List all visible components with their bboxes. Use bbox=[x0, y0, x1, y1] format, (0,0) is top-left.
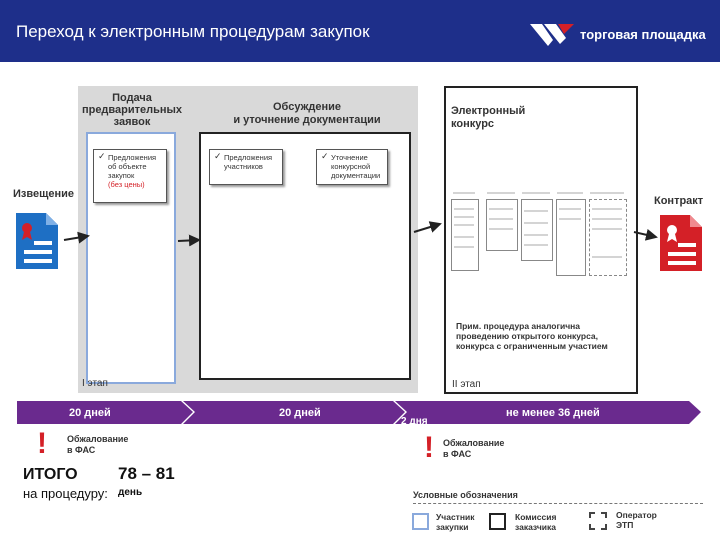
appeal-line: в ФАС bbox=[443, 449, 472, 459]
timeline-seg1: 20 дней bbox=[69, 407, 111, 419]
legend-commission-swatch bbox=[489, 513, 506, 530]
legend-operator-icon bbox=[589, 512, 607, 530]
note-line: Прим. процедура аналогична bbox=[456, 321, 581, 331]
stage2-title-line: Электронный bbox=[451, 105, 526, 117]
stage2-title-line: конкурс bbox=[451, 118, 495, 130]
legend-line: Оператор bbox=[616, 510, 657, 520]
legend-line: Комиссия bbox=[515, 512, 557, 522]
legend-participant-swatch bbox=[412, 513, 429, 530]
card-line: об объекте bbox=[108, 162, 147, 171]
total-value: 78 – 81 bbox=[118, 464, 175, 483]
card-line: конкурсной bbox=[331, 162, 371, 171]
note-line: проведению открытого конкурса, bbox=[456, 331, 598, 341]
logo-text: торговая площадка bbox=[580, 27, 706, 42]
timeline-seg3: 2 дня bbox=[401, 416, 428, 427]
page-title: Переход к электронным процедурам закупок bbox=[16, 22, 370, 41]
card-line: Уточнение bbox=[331, 153, 368, 162]
legend-line: закупки bbox=[436, 522, 469, 532]
total-title: ИТОГО bbox=[23, 466, 78, 483]
legend-item2 bbox=[515, 512, 556, 532]
appeal-right bbox=[443, 438, 504, 460]
col2-title-line: и уточнение документации bbox=[233, 114, 381, 126]
appeal-line: Обжалование bbox=[443, 438, 505, 448]
total-unit: день bbox=[118, 487, 143, 498]
contract-label: Контракт bbox=[654, 195, 704, 207]
legend-line: заказчика bbox=[515, 522, 556, 532]
col2-title-line: Обсуждение bbox=[273, 101, 341, 113]
legend-line: ЭТП bbox=[616, 520, 634, 530]
check-icon: ✓ bbox=[98, 151, 106, 161]
check-icon: ✓ bbox=[321, 151, 329, 161]
card-line: Предложения bbox=[108, 153, 157, 162]
check-icon: ✓ bbox=[214, 151, 222, 161]
legend-title: Условные обозначения bbox=[413, 490, 518, 500]
appeal-line: в ФАС bbox=[67, 445, 96, 455]
warning-icon: ! bbox=[37, 427, 47, 460]
card-line: Предложения bbox=[224, 153, 273, 162]
appeal-line: Обжалование bbox=[67, 434, 129, 444]
timeline-seg2: 20 дней bbox=[279, 407, 321, 419]
col1-title-line: предварительных bbox=[81, 104, 183, 116]
total-subtitle: на процедуру: bbox=[23, 486, 108, 501]
timeline-seg4: не менее 36 дней bbox=[506, 407, 600, 419]
card-line: документации bbox=[331, 171, 381, 180]
card-line: участников bbox=[224, 162, 263, 171]
legend-line: Участник bbox=[436, 512, 475, 522]
card-line-red: (без цены) bbox=[108, 180, 145, 189]
stage2-label: II этап bbox=[452, 379, 481, 390]
notice-label: Извещение bbox=[13, 188, 75, 200]
warning-icon: ! bbox=[424, 431, 434, 464]
stage1-label: I этап bbox=[82, 378, 108, 389]
note-line: конкурса с ограниченным участием bbox=[456, 341, 608, 351]
legend-item3 bbox=[616, 510, 657, 530]
legend-item1 bbox=[436, 512, 474, 532]
legend-divider bbox=[413, 503, 703, 504]
col1-title-line: Подача bbox=[112, 92, 152, 104]
card-line: закупок bbox=[108, 171, 135, 180]
col1-title-line: заявок bbox=[113, 116, 151, 128]
appeal-left bbox=[67, 434, 128, 456]
